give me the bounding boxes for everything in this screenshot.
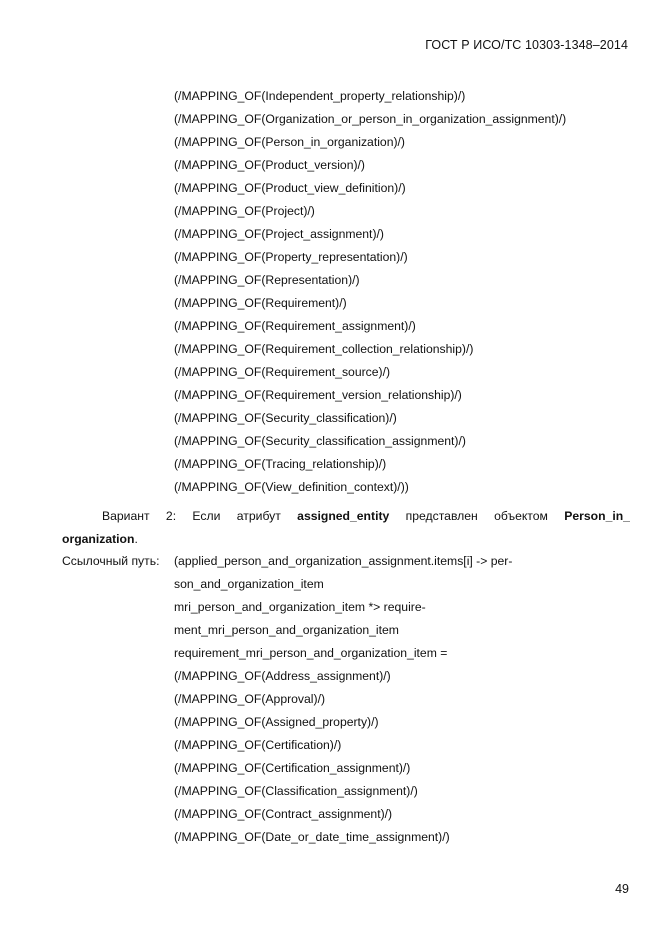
reference-line: (/MAPPING_OF(Certification_assignment)/)	[174, 761, 411, 775]
reference-line: (/MAPPING_OF(Classification_assignment)/)	[174, 784, 418, 798]
mapping-line: (/MAPPING_OF(Security_classification)/)	[174, 411, 397, 425]
variant-period: .	[134, 532, 138, 546]
mapping-line: (/MAPPING_OF(Property_representation)/)	[174, 250, 408, 264]
mapping-line: (/MAPPING_OF(Representation)/)	[174, 273, 360, 287]
reference-line: ment_mri_person_and_organization_item	[174, 623, 399, 637]
variant-word: Если	[192, 509, 221, 523]
variant-line-1	[62, 505, 630, 528]
variant-paragraph	[62, 505, 630, 551]
reference-line: son_and_organization_item	[174, 577, 324, 591]
document-id-header: ГОСТ Р ИСО/ТС 10303-1348–2014	[425, 38, 628, 52]
mapping-line: (/MAPPING_OF(Product_version)/)	[174, 158, 365, 172]
reference-line: (/MAPPING_OF(Address_assignment)/)	[174, 669, 391, 683]
entity-name-part1: Person_in_	[564, 509, 630, 523]
mapping-line: (/MAPPING_OF(Person_in_organization)/)	[174, 135, 405, 149]
variant-line-2	[62, 528, 630, 551]
mapping-line: (/MAPPING_OF(Requirement)/)	[174, 296, 347, 310]
reference-line: mri_person_and_organization_item *> require-	[174, 600, 426, 614]
mapping-line: (/MAPPING_OF(Requirement_version_relationship)/)	[174, 388, 462, 402]
mapping-line: (/MAPPING_OF(Security_classification_assignment)/)	[174, 434, 466, 448]
mapping-line: (/MAPPING_OF(Project)/)	[174, 204, 315, 218]
reference-line: requirement_mri_person_and_organization_item =	[174, 646, 448, 660]
reference-line: (/MAPPING_OF(Approval)/)	[174, 692, 326, 706]
reference-path-label: Ссылочный путь:	[62, 554, 160, 568]
mapping-line: (/MAPPING_OF(Requirement_collection_relationship)/)	[174, 342, 474, 356]
mapping-line: (/MAPPING_OF(Project_assignment)/)	[174, 227, 384, 241]
mapping-line: (/MAPPING_OF(Requirement_source)/)	[174, 365, 391, 379]
mapping-line: (/MAPPING_OF(Product_view_definition)/)	[174, 181, 406, 195]
mapping-line: (/MAPPING_OF(Requirement_assignment)/)	[174, 319, 416, 333]
mapping-line: (/MAPPING_OF(Independent_property_relationship)/)	[174, 89, 466, 103]
reference-line: (/MAPPING_OF(Certification)/)	[174, 738, 342, 752]
reference-line: (/MAPPING_OF(Contract_assignment)/)	[174, 807, 393, 821]
reference-line: (applied_person_and_organization_assignment.items[i] -> per-	[174, 554, 513, 568]
mapping-line: (/MAPPING_OF(Tracing_relationship)/)	[174, 457, 387, 471]
variant-word: атрибут	[236, 509, 281, 523]
entity-name-part2: organization	[62, 532, 135, 546]
mapping-line: (/MAPPING_OF(Organization_or_person_in_organization_assignment)/)	[174, 112, 567, 126]
reference-line: (/MAPPING_OF(Date_or_date_time_assignment)/)	[174, 830, 450, 844]
page-number: 49	[615, 882, 629, 896]
variant-word: Вариант	[102, 509, 150, 523]
mapping-line: (/MAPPING_OF(View_definition_context)/))	[174, 480, 409, 494]
variant-word: 2:	[165, 509, 177, 523]
variant-word: представлен	[405, 509, 478, 523]
attribute-name: assigned_entity	[297, 509, 390, 523]
variant-word: объектом	[494, 509, 548, 523]
reference-line: (/MAPPING_OF(Assigned_property)/)	[174, 715, 379, 729]
